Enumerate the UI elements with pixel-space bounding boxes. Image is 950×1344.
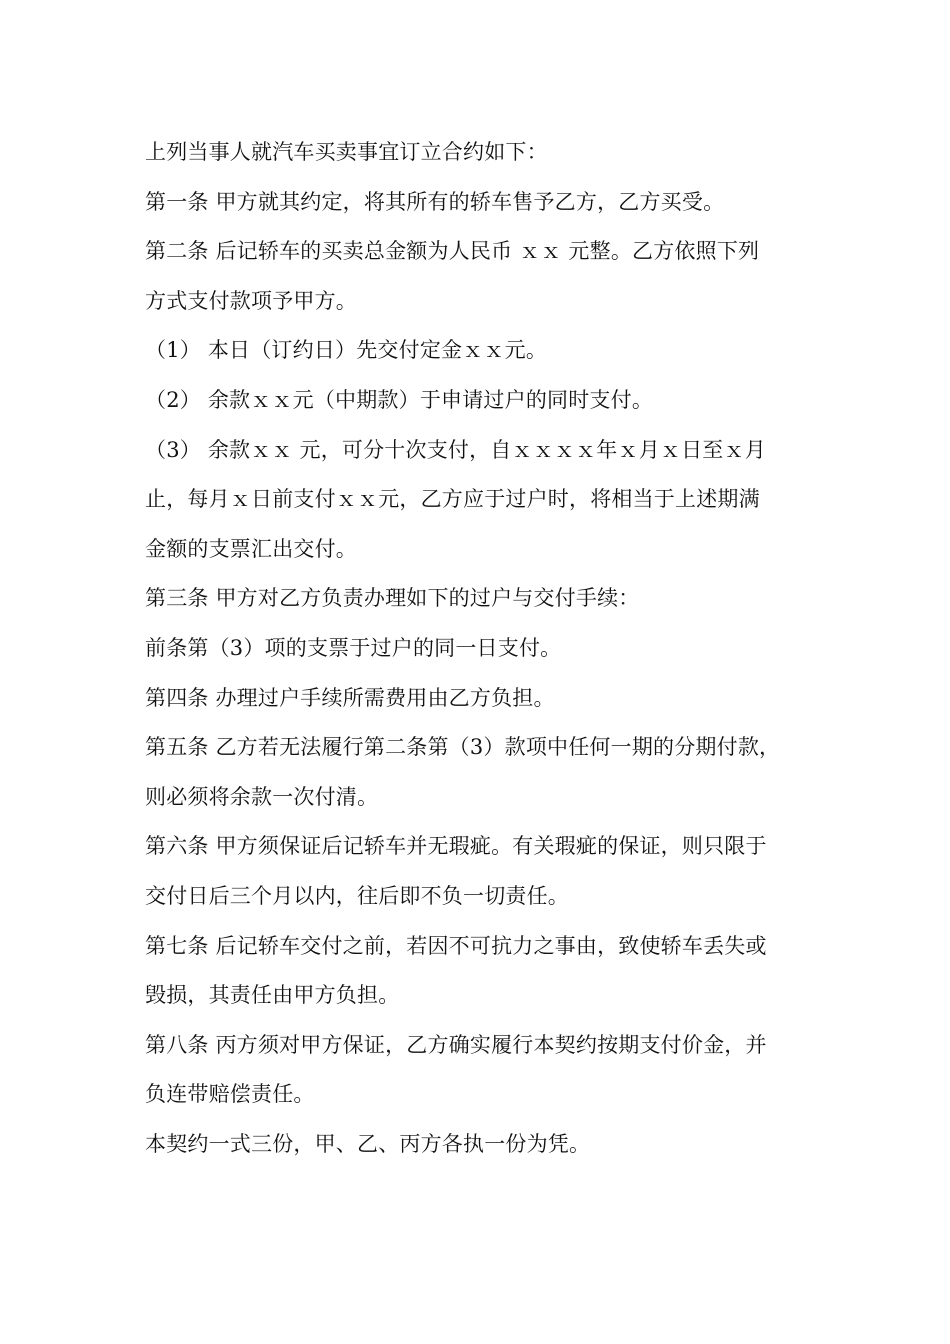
article-2-line-2: 方式支付款项予甲方。	[145, 288, 357, 313]
article-8-line-2: 负连带赔偿责任。	[145, 1082, 315, 1107]
article-7-line-1: 第七条 后记轿车交付之前，若因不可抗力之事由，致使轿车丢失或	[145, 933, 767, 958]
article-3-detail: 前条第（3）项的支票于过户的同一日支付。	[145, 635, 562, 660]
payment-item-3-line-1: （3） 余款ｘｘ 元，可分十次支付，自ｘｘｘｘ年ｘ月ｘ日至ｘ月	[145, 437, 766, 462]
payment-item-3-line-2: 止，每月ｘ日前支付ｘｘ元，乙方应于过户时，将相当于上述期满	[145, 487, 760, 512]
contract-body	[145, 128, 835, 1169]
article-1: 第一条 甲方就其约定，将其所有的轿车售予乙方，乙方买受。	[145, 189, 725, 214]
article-4: 第四条 办理过户手续所需费用由乙方负担。	[145, 685, 555, 710]
payment-item-1: （1） 本日（订约日）先交付定金ｘｘ元。	[145, 338, 548, 363]
article-2-line-1: 第二条 后记轿车的买卖总金额为人民币 ｘｘ 元整。乙方依照下列	[145, 239, 760, 264]
payment-item-2: （2） 余款ｘｘ元（中期款）于申请过户的同时支付。	[145, 387, 654, 412]
article-6-line-1: 第六条 甲方须保证后记轿车并无瑕疵。有关瑕疵的保证，则只限于	[145, 834, 767, 859]
article-8-line-1: 第八条 丙方须对甲方保证，乙方确实履行本契约按期支付价金，并	[145, 1032, 767, 1057]
article-7-line-2: 毁损，其责任由甲方负担。	[145, 983, 400, 1008]
article-6-line-2: 交付日后三个月以内，往后即不负一切责任。	[145, 883, 569, 908]
article-5-line-1: 第五条 乙方若无法履行第二条第（3）款项中任何一期的分期付款，	[145, 735, 781, 760]
intro-line: 上列当事人就汽车买卖事宜订立合约如下：	[145, 140, 548, 164]
article-5-line-2: 则必须将余款一次付清。	[145, 784, 379, 809]
closing-line: 本契约一式三份，甲、乙、丙方各执一份为凭。	[145, 1131, 591, 1156]
article-3: 第三条 甲方对乙方负责办理如下的过户与交付手续：	[145, 586, 640, 611]
payment-item-3-line-3: 金额的支票汇出交付。	[145, 536, 357, 561]
